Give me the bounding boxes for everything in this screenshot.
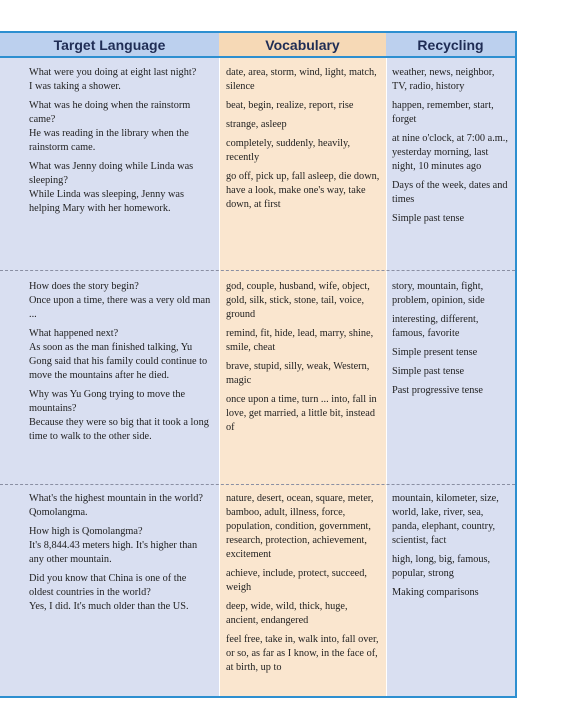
- row-3-target-language: [29, 492, 213, 619]
- sentence: Qomolangma.: [29, 507, 88, 518]
- word-group: mountain, kilometer, size, world, lake, river, sea, panda, elephant, country, scientist, fact: [392, 493, 499, 546]
- sentence: I was taking a shower.: [29, 81, 121, 92]
- row-2-vocabulary: [226, 280, 382, 440]
- word-group: interesting, different, famous, favorite: [392, 314, 479, 339]
- sentence: Because they were so big that it took a long time to walk to the other side.: [29, 417, 209, 442]
- word-group: nature, desert, ocean, square, meter, bamboo, adult, illness, force, population, condition, government, research, protection, achievement, excitement: [226, 493, 374, 560]
- sentence: While Linda was sleeping, Jenny was helping Mary with her homework.: [29, 189, 184, 214]
- row-2-recycling: [392, 280, 510, 403]
- word-group: remind, fit, hide, lead, marry, shine, smile, cheat: [226, 328, 374, 353]
- word-group: weather, news, neighbor, TV, radio, history: [392, 67, 495, 92]
- word-group: Simple past tense: [392, 213, 465, 224]
- word-group: happen, remember, start, forget: [392, 100, 494, 125]
- word-group: Days of the week, dates and times: [392, 180, 508, 205]
- row-3-recycling: [392, 492, 510, 605]
- word-group: feel free, take in, walk into, fall over, or so, as far as I know, in the face of, at birth, up to: [226, 634, 379, 673]
- row-1-recycling: [392, 66, 510, 231]
- word-group: completely, suddenly, heavily, recently: [226, 138, 351, 163]
- sentence: How does the story begin?: [29, 281, 139, 292]
- row-divider: [0, 484, 515, 485]
- sentence: What's the highest mountain in the world?: [29, 493, 204, 504]
- word-group: once upon a time, turn ... into, fall in love, get married, a little bit, instead of: [226, 394, 377, 433]
- word-group: at nine o'clock, at 7:00 a.m., yesterday morning, last night, 10 minutes ago: [392, 133, 508, 172]
- sentence: What was Jenny doing while Linda was sleeping?: [29, 161, 194, 186]
- word-group: strange, asleep: [226, 119, 287, 130]
- row-divider: [0, 270, 515, 271]
- curriculum-table: [0, 31, 517, 698]
- sentence: Why was Yu Gong trying to move the mountains?: [29, 389, 186, 414]
- sentence: It's 8,844.43 meters high. It's higher than any other mountain.: [29, 540, 198, 565]
- word-group: date, area, storm, wind, light, match, silence: [226, 67, 377, 92]
- word-group: deep, wide, wild, thick, huge, ancient, endangered: [226, 601, 348, 626]
- header-vocabulary: Vocabulary: [219, 31, 386, 58]
- column-divider: [219, 31, 220, 696]
- word-group: achieve, include, protect, succeed, weigh: [226, 568, 367, 593]
- header-target-language: Target Language: [0, 31, 219, 58]
- word-group: Simple past tense: [392, 366, 465, 377]
- word-group: Simple present tense: [392, 347, 478, 358]
- sentence: How high is Qomolangma?: [29, 526, 143, 537]
- word-group: Past progressive tense: [392, 385, 483, 396]
- word-group: high, long, big, famous, popular, strong: [392, 554, 491, 579]
- row-3-vocabulary: [226, 492, 382, 680]
- word-group: beat, begin, realize, report, rise: [226, 100, 354, 111]
- row-2-target-language: [29, 280, 213, 449]
- sentence: What happened next?: [29, 328, 119, 339]
- sentence: Yes, I did. It's much older than the US.: [29, 601, 189, 612]
- word-group: Making comparisons: [392, 587, 479, 598]
- sentence: What was he doing when the rainstorm came?: [29, 100, 191, 125]
- word-group: go off, pick up, fall asleep, die down, have a look, make one's way, take down, at first: [226, 171, 380, 210]
- sentence: He was reading in the library when the rainstorm came.: [29, 128, 189, 153]
- sentence: Once upon a time, there was a very old man ...: [29, 295, 211, 320]
- header-recycling: Recycling: [386, 31, 515, 58]
- row-1-vocabulary: [226, 66, 382, 217]
- sentence: As soon as the man finished talking, Yu Gong said that his family could continue to move the mountains after he died.: [29, 342, 208, 381]
- column-divider: [386, 31, 387, 696]
- word-group: god, couple, husband, wife, object, gold, silk, stick, stone, tail, voice, ground: [226, 281, 370, 320]
- sentence: What were you doing at eight last night?: [29, 67, 197, 78]
- word-group: story, mountain, fight, problem, opinion, side: [392, 281, 485, 306]
- word-group: brave, stupid, silly, weak, Western, magic: [226, 361, 370, 386]
- row-1-target-language: [29, 66, 213, 221]
- sentence: Did you know that China is one of the oldest countries in the world?: [29, 573, 187, 598]
